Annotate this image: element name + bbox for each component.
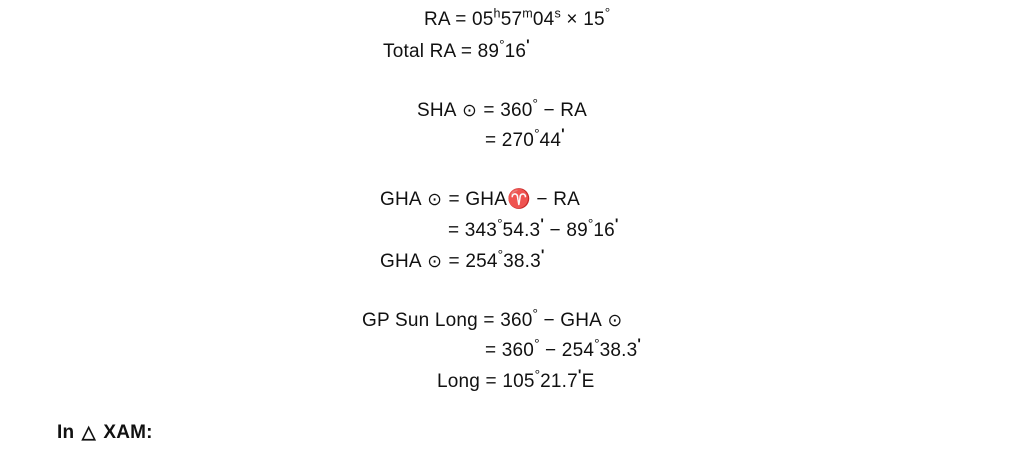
aries-symbol-icon: ♈	[507, 189, 531, 210]
sun-symbol-icon: ⊙	[427, 251, 443, 271]
math-line-gha_value: GHA ⊙ = 254°38.3'	[380, 247, 545, 272]
sun-symbol-icon: ⊙	[462, 100, 477, 120]
math-line-triangle_heading: In △ XAM:	[57, 422, 153, 443]
math-line-sha_expr: SHA ⊙ = 360° − RA	[417, 96, 588, 121]
math-line-total_ra: Total RA = 89°16'	[383, 37, 530, 62]
math-line-sha_value: = 270°44'	[485, 126, 565, 151]
math-line-gha_expr: GHA ⊙ = GHA♈ − RA	[380, 189, 581, 210]
math-line-gha_sub: = 343°54.3' − 89°16'	[448, 216, 619, 241]
math-line-gp_expr: GP Sun Long = 360° − GHA ⊙	[362, 306, 623, 331]
sun-symbol-icon: ⊙	[607, 310, 623, 330]
math-line-gp_sub: = 360° − 254°38.3'	[485, 336, 642, 361]
math-line-long_value: Long = 105°21.7'E	[437, 367, 595, 392]
math-line-ra_expr: RA = $05^h57^m04^s \times 15^\circ$	[424, 5, 611, 30]
triangle-symbol-icon: △	[81, 422, 96, 442]
sun-symbol-icon: ⊙	[427, 189, 443, 209]
